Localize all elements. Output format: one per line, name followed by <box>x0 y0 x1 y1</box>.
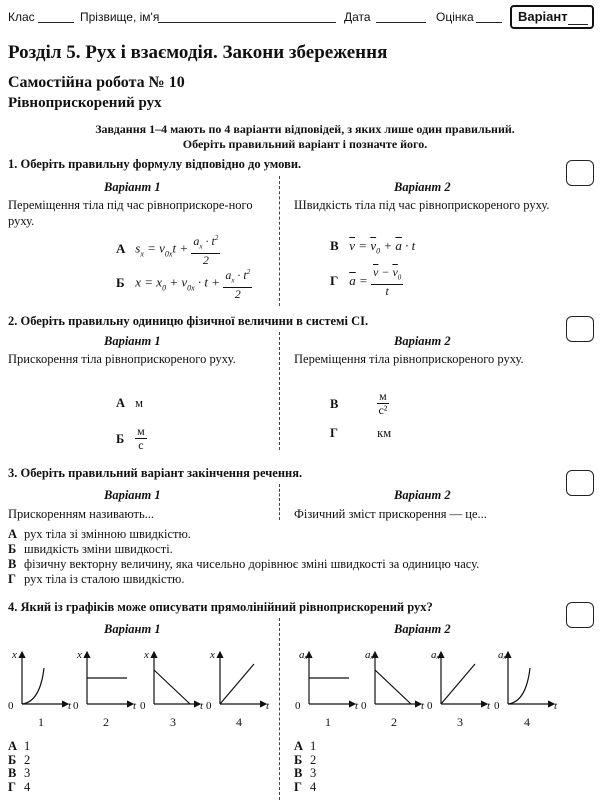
q4-v1-option-g-value: 4 <box>24 779 31 794</box>
q4-variant1-title: Варіант 1 <box>104 622 161 636</box>
q4-v2-option-v-value: 3 <box>310 766 317 780</box>
q2-option-g-letter: Г <box>330 426 338 440</box>
q1-variant1-text: Переміщення тіла під час рівноприскоре-ного руху. <box>8 198 253 228</box>
q2-variant2-text: Переміщення тіла рівноприскореного руху. <box>294 352 524 366</box>
q4-v2-graph-2-number: 2 <box>391 715 397 729</box>
q4-v1-graph-4-curve <box>220 664 254 704</box>
q4-v2-graph-4-number: 4 <box>524 715 530 729</box>
q4-v1-graph-3-curve <box>154 670 190 704</box>
q3-question: 3. Оберіть правильний варіант закінчення речення. <box>8 466 303 480</box>
q4-v2-option-v-letter: В <box>294 766 303 780</box>
q3-option-b[interactable] <box>8 541 173 557</box>
q4-variant2-title: Варіант 2 <box>394 622 451 636</box>
variant-field-line <box>568 24 588 25</box>
q4-v2-graph-3-t-label: t <box>487 700 491 712</box>
q2-option-v-den: с² <box>378 403 388 417</box>
q2-variant1-text: Прискорення тіла рівноприскореного руху. <box>8 352 236 366</box>
work-subtitle: Рівноприскорений рух <box>8 95 162 111</box>
q4-v2-graph-1-y-label: aₓ <box>299 649 308 661</box>
q4-v1-graph-3-t-label: t <box>200 700 204 712</box>
q2-option-g[interactable] <box>330 425 391 441</box>
q3-option-b-letter: Б <box>8 542 17 556</box>
instructions-line-1: Завдання 1–4 мають по 4 варіанти відповідей, з яких лише один правильний. <box>95 122 515 136</box>
q4-v1-graph-3-y-label: x <box>144 649 149 661</box>
q4-v1-option-a-letter: А <box>8 739 18 753</box>
q4-v1-graph-2-y-label: x <box>77 649 82 661</box>
q4-v2-graph-4-origin: 0 <box>494 700 500 712</box>
q4-v1-graph-1-y-label: x <box>12 649 17 661</box>
q4-v2-option-b[interactable] <box>294 754 316 768</box>
q3-option-g-text: рух тіла із сталою швидкістю. <box>24 572 185 586</box>
q3-option-v[interactable] <box>8 556 479 572</box>
name-field[interactable] <box>158 10 336 23</box>
date-label: Дата <box>344 10 371 24</box>
q2-option-v-letter: В <box>330 396 339 411</box>
q4-v2-graph-4-t-label: t <box>554 700 558 712</box>
q4-v1-option-v-letter: В <box>8 766 17 780</box>
q2-answer-box[interactable] <box>566 316 594 342</box>
q4-v1-option-b[interactable] <box>8 754 30 768</box>
q4-variant2-options <box>294 740 316 794</box>
q2-variant1-title: Варіант 1 <box>104 334 161 348</box>
q4-v2-graph-2-y-label: aₓ <box>365 649 374 661</box>
q3-option-v-text: фізичну векторну величину, яка чисельно дорівнює зміні швидкості за одиницю часу. <box>24 557 480 571</box>
q4-v2-graph-4-y-label: aₓ <box>498 649 507 661</box>
q4-v1-option-g-letter: Г <box>8 779 16 794</box>
q4-v2-graph-3-origin: 0 <box>427 700 433 712</box>
q4-v1-graph-4-number: 4 <box>236 715 242 729</box>
q2-option-b-fraction <box>135 425 147 452</box>
q3-option-a-text: рух тіла зі змінною швидкістю. <box>24 527 191 541</box>
q2-option-b-letter: Б <box>116 431 125 446</box>
q2-option-b-den: с <box>138 438 144 452</box>
date-field[interactable] <box>376 10 426 23</box>
class-label: Клас <box>8 10 35 24</box>
q2-question: 2. Оберіть правильну одиницю фізичної величини в системі СІ. <box>8 314 369 328</box>
q2-option-a-letter: А <box>116 396 126 410</box>
q4-v1-option-b-letter: Б <box>8 752 17 767</box>
q4-v1-graph-3-origin: 0 <box>140 700 146 712</box>
q1-option-g-letter: Г <box>330 273 339 289</box>
q4-v1-option-g[interactable] <box>8 781 30 795</box>
q2-divider <box>279 332 280 450</box>
q4-v2-option-g[interactable] <box>294 781 316 795</box>
q1-option-a[interactable]: А $s_x = v_{0x}t$ + $\frac{a_x \cdot t^2}{2}$ <box>116 234 219 268</box>
q3-variant2-title: Варіант 2 <box>394 488 451 502</box>
q3-variant2-text: Фізичний зміст прискорення — це... <box>294 507 487 521</box>
instructions <box>40 122 570 152</box>
q1-option-v-letter: В <box>330 238 339 253</box>
q2-option-g-value: км <box>377 426 392 440</box>
section-title: Розділ 5. Рух і взаємодія. Закони збереження <box>8 42 388 63</box>
q4-v2-graph-2-t-label: t <box>421 700 425 712</box>
q3-option-g-letter: Г <box>8 572 16 586</box>
q1-option-v[interactable]: В $\overline{v} = \overline{v}_0 + \overline{a} \cdot t$ <box>330 238 416 256</box>
instructions-line-2: Оберіть правильний варіант і позначте його. <box>182 137 428 151</box>
q4-v1-graph-1-number: 1 <box>38 715 44 729</box>
q4-v1-option-v[interactable] <box>8 767 30 781</box>
name-label: Прізвище, ім'я <box>80 10 160 24</box>
q4-v2-graph-3-y-label: aₓ <box>431 649 440 661</box>
q1-variant2-text: Швидкість тіла під час рівноприскореного руху. <box>294 198 550 212</box>
q4-v2-graph-3-curve <box>441 664 475 704</box>
q4-v2-option-a-letter: А <box>294 739 304 753</box>
grade-field[interactable] <box>476 10 502 23</box>
q4-v2-graph-3-number: 3 <box>457 715 463 729</box>
q2-option-b-num: м <box>137 424 145 438</box>
q4-graphs <box>0 640 600 730</box>
q4-v2-graph-1-t-label: t <box>355 700 359 712</box>
variant-box[interactable] <box>510 5 594 29</box>
q1-variant1-title: Варіант 1 <box>104 180 161 194</box>
q4-v1-option-a-value: 1 <box>24 739 31 753</box>
q4-v2-option-v[interactable] <box>294 767 316 781</box>
q4-v1-graph-1-origin: 0 <box>8 700 14 712</box>
q4-v2-graph-2-origin: 0 <box>361 700 367 712</box>
q4-v1-option-a[interactable] <box>8 740 30 754</box>
grade-label: Оцінка <box>436 10 474 24</box>
q4-v2-option-b-value: 2 <box>310 752 317 767</box>
q2-option-a[interactable] <box>116 395 143 411</box>
q3-option-g[interactable] <box>8 571 184 587</box>
q4-question: 4. Який із графіків може описувати прямолінійний рівноприскорений рух? <box>8 600 433 614</box>
q4-v2-graph-1-origin: 0 <box>295 700 301 712</box>
q3-option-v-letter: В <box>8 557 17 571</box>
q1-option-b[interactable]: Б $x = x_0 + v_{0x} \cdot t$ + $\frac{a_x \cdot t^2}{2}$ <box>116 268 251 302</box>
q2-variant2-title: Варіант 2 <box>394 334 451 348</box>
variant-label: Варіант <box>518 9 568 24</box>
q4-v1-graph-2-number: 2 <box>103 715 109 729</box>
q4-v1-graph-2-t-label: t <box>133 700 137 712</box>
q1-answer-box[interactable] <box>566 160 594 186</box>
q4-v2-option-g-letter: Г <box>294 779 302 794</box>
class-field[interactable] <box>38 10 74 23</box>
q1-option-a-letter: А <box>116 240 126 256</box>
q4-v2-option-g-value: 4 <box>310 779 317 794</box>
q2-option-v-fraction <box>377 390 389 417</box>
q4-v1-graph-4-y-label: x <box>210 649 215 661</box>
q3-option-a[interactable] <box>8 526 191 542</box>
work-title: Самостійна робота № 10 <box>8 74 185 91</box>
q2-option-b[interactable] <box>116 425 147 452</box>
q3-answer-box[interactable] <box>566 470 594 496</box>
q2-option-v[interactable] <box>330 390 389 417</box>
q4-v1-graph-1-t-label: t <box>68 700 72 712</box>
q4-v2-option-a[interactable] <box>294 740 316 754</box>
q1-variant2-title: Варіант 2 <box>394 180 451 194</box>
q4-v1-graph-1-curve <box>22 668 44 704</box>
q4-v2-graph-1-number: 1 <box>325 715 331 729</box>
q2-option-a-value: м <box>135 396 144 410</box>
q4-v1-option-v-value: 3 <box>24 766 31 780</box>
q4-v1-graph-4-origin: 0 <box>206 700 212 712</box>
q2-option-v-num: м <box>379 389 387 403</box>
q3-variant1-title: Варіант 1 <box>104 488 161 502</box>
q1-option-b-letter: Б <box>116 274 125 290</box>
q4-v2-option-a-value: 1 <box>310 739 317 753</box>
q1-question: 1. Оберіть правильну формулу відповідно до умови. <box>8 157 302 171</box>
q1-divider <box>279 176 280 306</box>
q4-answer-box[interactable] <box>566 602 594 628</box>
q4-v2-graph-2-curve <box>375 670 411 704</box>
q3-variant1-text: Прискоренням називають... <box>8 507 155 521</box>
q3-divider <box>279 484 280 520</box>
q4-v1-graph-4-t-label: t <box>266 700 270 712</box>
q4-v1-graph-2-origin: 0 <box>73 700 79 712</box>
q4-v1-option-b-value: 2 <box>24 752 31 767</box>
q4-variant1-options <box>8 740 30 794</box>
q4-v2-option-b-letter: Б <box>294 752 303 767</box>
q4-v2-graph-4-curve <box>508 668 530 704</box>
q3-option-a-letter: А <box>8 527 18 541</box>
q1-option-g[interactable]: Г $\overline{a}$ = $\frac{\overline{v} - \overline{v}_0}{t}$ <box>330 265 402 299</box>
q4-v1-graph-3-number: 3 <box>170 715 176 729</box>
q3-option-b-text: швидкість зміни швидкості. <box>24 542 173 556</box>
